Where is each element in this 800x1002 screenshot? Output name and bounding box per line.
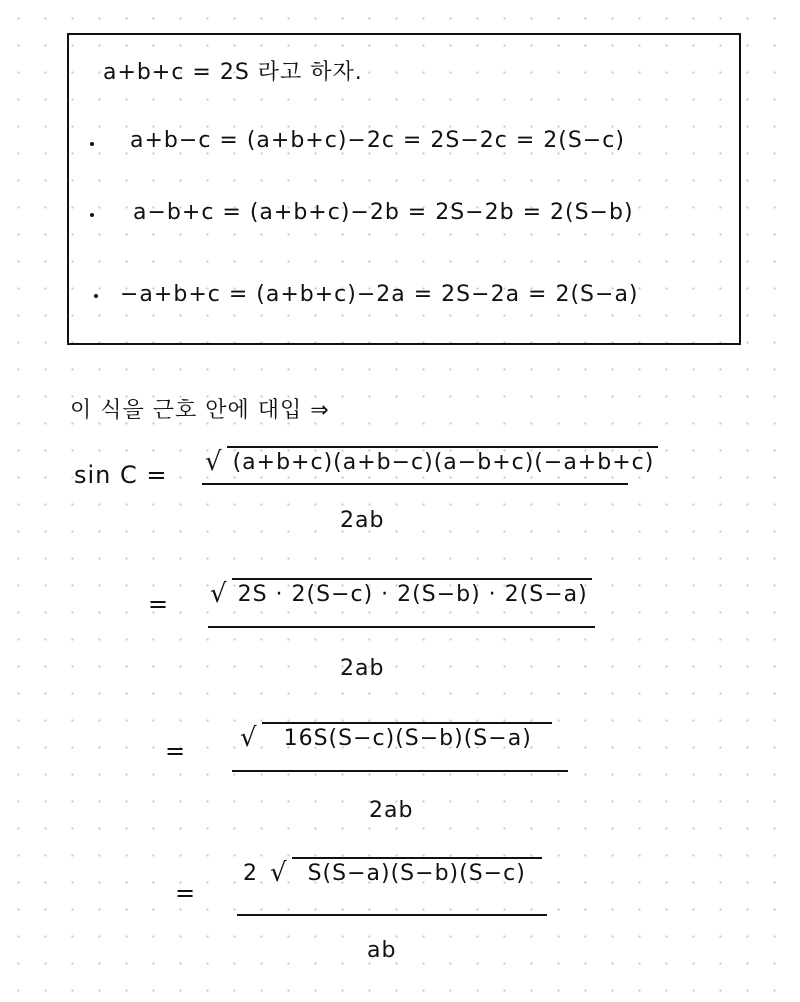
definition-intro: a+b+c = 2S 라고 하자. — [103, 60, 363, 85]
sqrt-icon: √ — [270, 858, 288, 888]
step-2-equals: = — [148, 590, 170, 618]
fraction-bar — [232, 770, 568, 772]
sqrt-icon: √ — [205, 447, 223, 477]
bullet-icon — [94, 294, 98, 298]
step-2-numerator — [210, 578, 592, 607]
step-1-numerator — [205, 446, 658, 475]
step-4-radicand: S(S−a)(S−b)(S−c) — [292, 857, 542, 886]
step-3-numerator — [240, 722, 552, 751]
fraction-bar — [202, 483, 628, 485]
bullet-icon — [90, 213, 94, 217]
sqrt-icon: √ — [210, 579, 228, 609]
step-4-numerator — [243, 857, 542, 886]
step-3-equals: = — [165, 737, 187, 765]
step-2-denominator: 2ab — [340, 656, 385, 681]
step-4-denominator: ab — [367, 938, 397, 963]
substitution-note: 이 식을 근호 안에 대입 ⇒ — [70, 398, 330, 423]
step-1-denominator: 2ab — [340, 508, 385, 533]
identity-line-2: a−b+c = (a+b+c)−2b = 2S−2b = 2(S−b) — [133, 200, 634, 225]
step-2-radicand: 2S · 2(S−c) · 2(S−b) · 2(S−a) — [232, 578, 592, 607]
sqrt-icon: √ — [240, 723, 258, 753]
fraction-bar — [208, 626, 595, 628]
step-4-coefficient: 2 — [243, 861, 258, 886]
identity-line-3: −a+b+c = (a+b+c)−2a = 2S−2a = 2(S−a) — [120, 282, 639, 307]
fraction-bar — [237, 914, 547, 916]
lhs-sin-c: sin C = — [74, 461, 168, 489]
step-4-equals: = — [175, 879, 197, 907]
identity-line-1: a+b−c = (a+b+c)−2c = 2S−2c = 2(S−c) — [130, 128, 625, 153]
step-1-radicand: (a+b+c)(a+b−c)(a−b+c)(−a+b+c) — [227, 446, 659, 475]
bullet-icon — [90, 142, 94, 146]
step-3-radicand: 16S(S−c)(S−b)(S−a) — [262, 722, 552, 751]
step-3-denominator: 2ab — [369, 798, 414, 823]
